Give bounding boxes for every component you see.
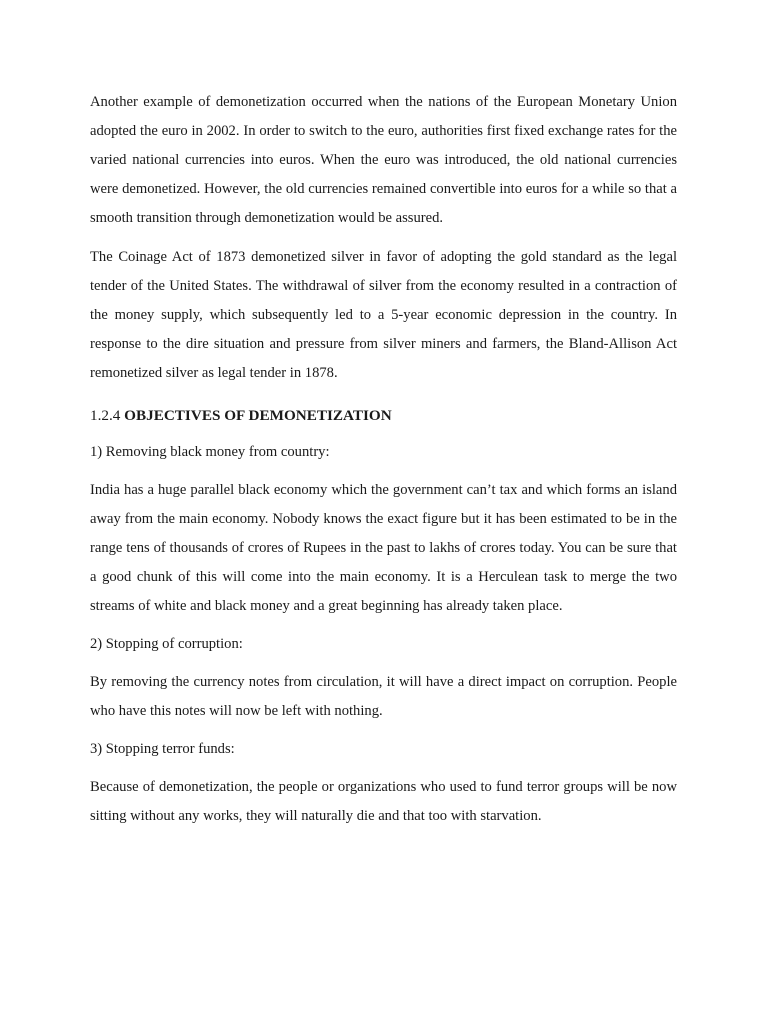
objective-text-corruption: By removing the currency notes from circulation, it will have a direct impact on corruption. People who have this notes will now be left with nothing.: [90, 674, 677, 719]
section-heading: [90, 401, 677, 430]
section-number: 1.2.4: [90, 407, 121, 424]
section-title: OBJECTIVES OF DEMONETIZATION: [124, 407, 392, 424]
intro-paragraph-coinage-act: The Coinage Act of 1873 demonetized silver in favor of adopting the gold standard as the legal tender of the United States. The withdrawal of silver from the economy resulted in a contraction of the money supply, which subsequently led to a 5-year economic depression in the country. In response to the dire situation and pressure from silver miners and farmers, the Bland-Allison Act remonetized silver as legal tender in 1878.: [90, 249, 677, 381]
document-page: [90, 88, 677, 831]
objective-label-black-money: 1) Removing black money from country:: [90, 444, 330, 460]
objective-label-corruption: 2) Stopping of corruption:: [90, 636, 243, 652]
objective-text-black-money: India has a huge parallel black economy which the government can’t tax and which forms an island away from the main economy. Nobody knows the exact figure but it has been estimated to be in the range tens of thousands of crores of Rupees in the past to lakhs of crores today. You can be sure that a good chunk of this will come into the main economy. It is a Herculean task to merge the two streams of white and black money and a great beginning has already taken place.: [90, 482, 677, 614]
objective-text-terror-funds: Because of demonetization, the people or organizations who used to fund terror groups will be now sitting without any works, they will naturally die and that too with starvation.: [90, 779, 677, 824]
intro-paragraph-euro: Another example of demonetization occurred when the nations of the European Monetary Union adopted the euro in 2002. In order to switch to the euro, authorities first fixed exchange rates for the varied national currencies into euros. When the euro was introduced, the old national currencies were demonetized. However, the old currencies remained convertible into euros for a while so that a smooth transition through demonetization would be assured.: [90, 94, 677, 226]
objective-label-terror-funds: 3) Stopping terror funds:: [90, 741, 235, 757]
